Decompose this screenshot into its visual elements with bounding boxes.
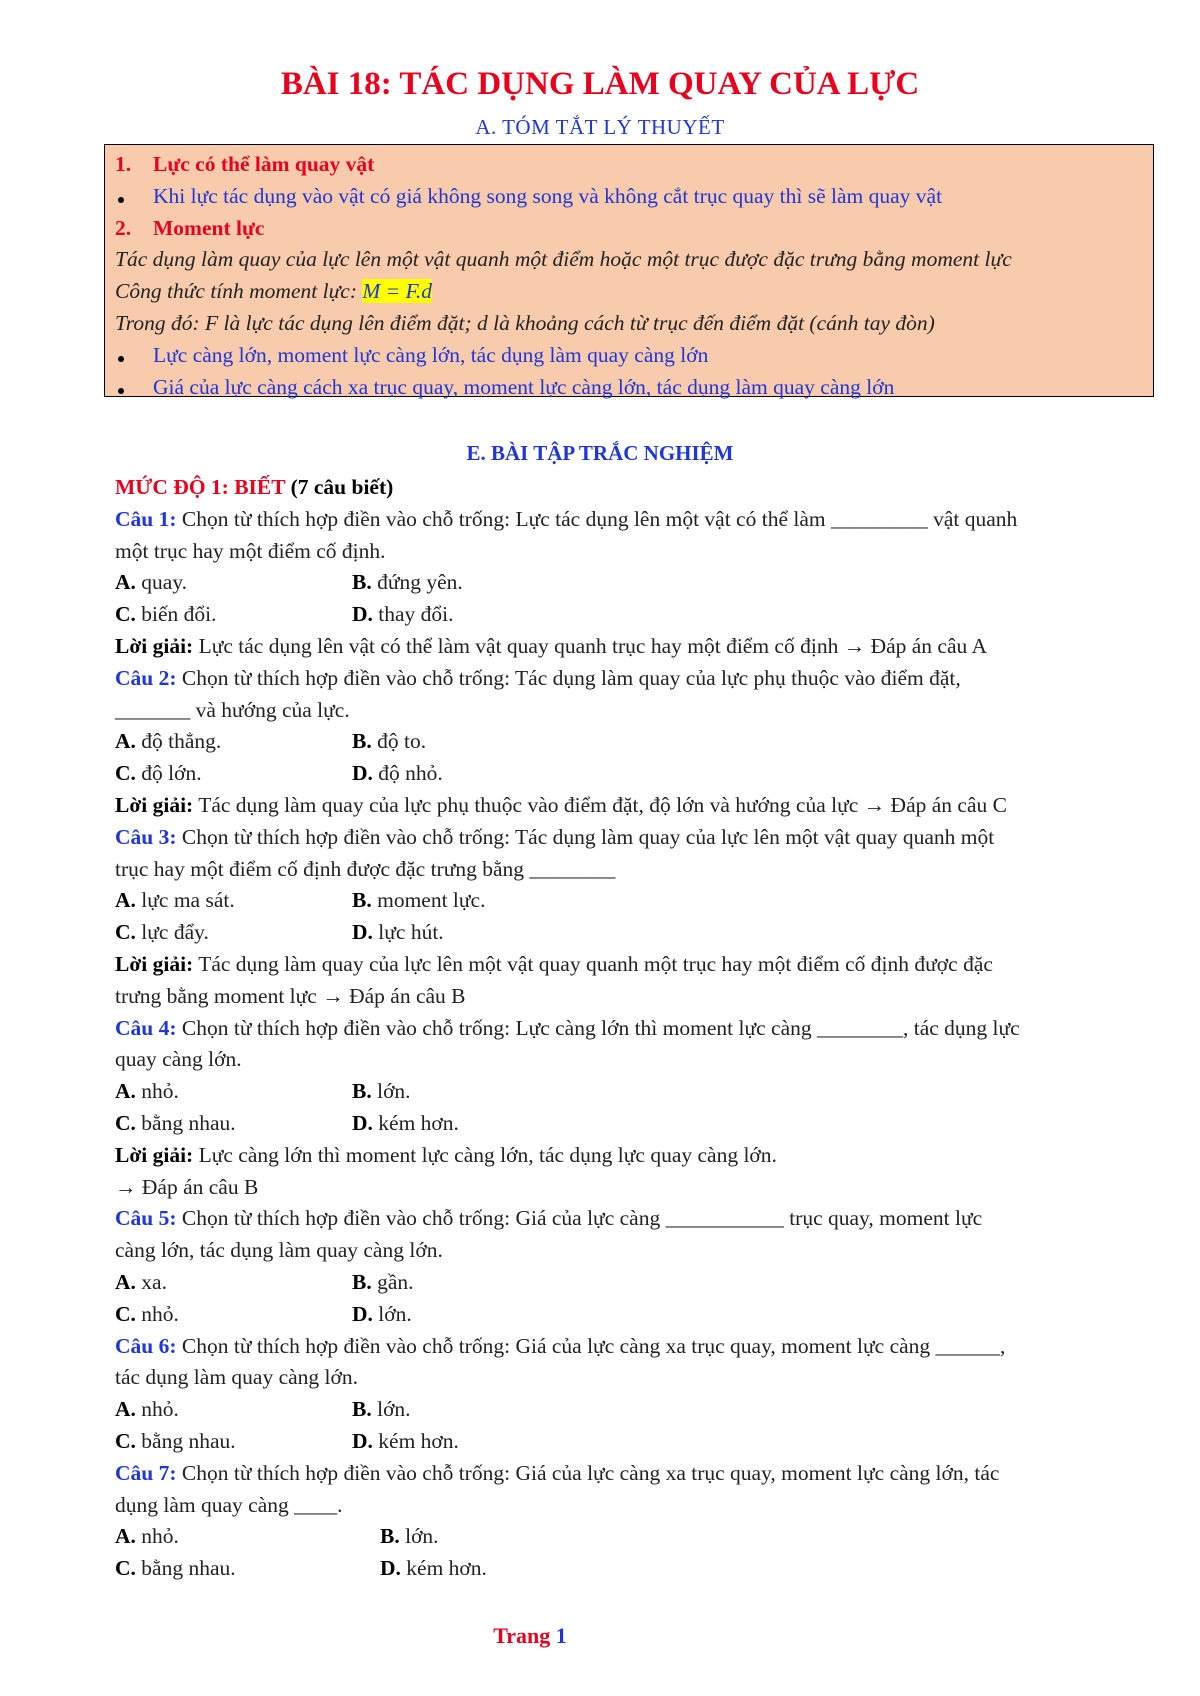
option-a: A. quay.	[115, 570, 188, 595]
option-c: C. lực đẩy.	[115, 920, 209, 945]
option-d: D. lớn.	[352, 1301, 412, 1326]
level-title: MỨC ĐỘ 1: BIẾT	[115, 475, 286, 499]
option-d: D. kém hơn.	[352, 1428, 459, 1453]
page-footer	[0, 1623, 1060, 1649]
theory-formula	[115, 276, 1153, 308]
question-1	[115, 504, 1155, 536]
question-text: Chọn từ thích hợp điền vào chỗ trống: Tác dụng làm quay của lực phụ thuộc vào điểm đặt,	[176, 665, 961, 690]
formula-label: Công thức tính moment lực:	[115, 279, 363, 304]
theory-bullet-1	[115, 181, 1153, 213]
question-3-cont: trục hay một điểm cố định được đặc trưng bằng ________	[115, 856, 616, 881]
question-text: Chọn từ thích hợp điền vào chỗ trống: Lực tác dụng lên một vật có thể làm _________ vật quanh	[176, 506, 1018, 531]
question-4	[115, 1013, 1155, 1045]
options-row	[115, 1076, 1155, 1108]
question-3	[115, 822, 1155, 854]
option-d: D. độ nhỏ.	[352, 761, 443, 786]
solution-text: Tác dụng làm quay của lực lên một vật quay quanh một trục hay một điểm cố định được đặc	[193, 951, 993, 976]
options-row	[115, 1267, 1155, 1299]
question-label: Câu 1:	[115, 506, 177, 531]
option-b: B. moment lực.	[352, 888, 486, 913]
options-row	[115, 1521, 1155, 1553]
question-label: Câu 4:	[115, 1015, 177, 1040]
option-c: C. bằng nhau.	[115, 1428, 236, 1453]
option-a: A. nhỏ.	[115, 1524, 179, 1549]
exercise-list	[115, 472, 1155, 1585]
solution-label: Lời giải:	[115, 1142, 194, 1167]
question-text: Chọn từ thích hợp điền vào chỗ trống: Giá của lực càng xa trục quay, moment lực càng ______,	[176, 1333, 1006, 1358]
option-d: D. lực hút.	[352, 920, 444, 945]
theory-item-2	[115, 213, 1153, 245]
question-2-cont: _______ và hướng của lực.	[115, 697, 350, 722]
solution-4	[115, 1140, 1155, 1172]
bullet-text: Giá của lực càng cách xa trục quay, moment lực càng lớn, tác dụng làm quay càng lớn	[153, 374, 895, 399]
question-label: Câu 7:	[115, 1460, 177, 1485]
item-heading: Lực có thể làm quay vật	[153, 152, 375, 176]
option-b: B. đứng yên.	[352, 570, 463, 595]
question-5-cont: càng lớn, tác dụng làm quay càng lớn.	[115, 1238, 443, 1263]
options-row	[115, 1553, 1155, 1585]
solution-text: Lực tác dụng lên vật có thể làm vật quay quanh trục hay một điểm cố định → Đáp án câu A	[193, 633, 987, 658]
level-count: (7 câu biết)	[285, 475, 394, 499]
options-row	[115, 1299, 1155, 1331]
question-4-cont: quay càng lớn.	[115, 1047, 242, 1072]
option-c: C. biến đổi.	[115, 602, 217, 627]
bullet-text: Lực càng lớn, moment lực càng lớn, tác dụng làm quay càng lớn	[153, 342, 709, 367]
theory-definition	[115, 244, 1153, 276]
question-2	[115, 663, 1155, 695]
question-6	[115, 1331, 1155, 1363]
question-7-cont: dụng làm quay càng ____.	[115, 1492, 343, 1517]
option-d: D. kém hơn.	[352, 1110, 459, 1135]
theory-item-1	[115, 149, 1153, 181]
page-title: BÀI 18: TÁC DỤNG LÀM QUAY CỦA LỰC	[280, 66, 920, 102]
solution-label: Lời giải:	[115, 792, 194, 817]
option-b: B. lớn.	[352, 1079, 411, 1104]
question-6-cont: tác dụng làm quay càng lớn.	[115, 1365, 359, 1390]
level-heading	[115, 472, 1155, 504]
solution-3-cont: trưng bằng moment lực → Đáp án câu B	[115, 983, 466, 1008]
question-5	[115, 1203, 1155, 1235]
footer-label: Trang	[493, 1623, 556, 1648]
item-heading: Moment lực	[153, 215, 265, 240]
question-label: Câu 6:	[115, 1333, 177, 1358]
option-a: A. nhỏ.	[115, 1397, 179, 1422]
options-row	[115, 1394, 1155, 1426]
question-label: Câu 2:	[115, 665, 177, 690]
solution-text: Lực càng lớn thì moment lực càng lớn, tác dụng lực quay càng lớn.	[193, 1142, 777, 1167]
question-1-cont: một trục hay một điểm cố định.	[115, 538, 386, 563]
item-number: 2.	[115, 215, 132, 240]
option-a: A. lực ma sát.	[115, 888, 235, 913]
page-number: 1	[555, 1623, 567, 1648]
section-a-heading: A. TÓM TẮT LÝ THUYẾT	[475, 115, 725, 139]
solution-1	[115, 631, 1155, 663]
question-text: Chọn từ thích hợp điền vào chỗ trống: Giá của lực càng ___________ trục quay, moment lực	[176, 1206, 983, 1231]
theory-bullet-3	[115, 372, 1153, 404]
options-row	[115, 599, 1155, 631]
question-label: Câu 5:	[115, 1206, 177, 1231]
question-text: Chọn từ thích hợp điền vào chỗ trống: Tác dụng làm quay của lực lên một vật quay quanh một	[176, 824, 995, 849]
question-text: Chọn từ thích hợp điền vào chỗ trống: Giá của lực càng xa trục quay, moment lực càng lớn, tác	[176, 1460, 1000, 1485]
options-row	[115, 726, 1155, 758]
options-row	[115, 885, 1155, 917]
solution-label: Lời giải:	[115, 633, 194, 658]
option-b: B. lớn.	[380, 1524, 439, 1549]
option-b: B. gần.	[352, 1269, 414, 1294]
options-row	[115, 1108, 1155, 1140]
solution-4-cont: → Đáp án câu B	[115, 1174, 259, 1199]
option-d: D. kém hơn.	[380, 1556, 487, 1581]
option-c: C. nhỏ.	[115, 1301, 179, 1326]
solution-2	[115, 790, 1155, 822]
option-b: B. độ to.	[352, 729, 427, 754]
options-row	[115, 1426, 1155, 1458]
theory-summary-box	[104, 144, 1154, 397]
question-label: Câu 3:	[115, 824, 177, 849]
option-a: A. độ thẳng.	[115, 729, 222, 754]
definition-text: Tác dụng làm quay của lực lên một vật quanh một điểm hoặc một trục được đặc trưng bằng moment lực	[115, 247, 1012, 272]
theory-bullet-2	[115, 340, 1153, 372]
question-text: Chọn từ thích hợp điền vào chỗ trống: Lực càng lớn thì moment lực càng ________, tác dụng lực	[176, 1015, 1020, 1040]
question-7	[115, 1458, 1155, 1490]
option-a: A. xa.	[115, 1269, 167, 1294]
option-d: D. thay đổi.	[352, 602, 454, 627]
option-c: C. độ lớn.	[115, 761, 202, 786]
where-text: Trong đó: F là lực tác dụng lên điểm đặt; d là khoảng cách từ trục đến điểm đặt (cánh tay đòn)	[115, 310, 935, 335]
option-c: C. bằng nhau.	[115, 1110, 236, 1135]
item-number: 1.	[115, 152, 132, 176]
options-row	[115, 758, 1155, 790]
options-row	[115, 917, 1155, 949]
formula-highlight: M = F.d	[362, 279, 433, 304]
option-a: A. nhỏ.	[115, 1079, 179, 1104]
section-e-heading: E. BÀI TẬP TRẮC NGHIỆM	[466, 441, 734, 465]
options-row	[115, 567, 1155, 599]
solution-3	[115, 949, 1155, 981]
option-b: B. lớn.	[352, 1397, 411, 1422]
theory-where	[115, 308, 1153, 340]
solution-label: Lời giải:	[115, 951, 194, 976]
bullet-text: Khi lực tác dụng vào vật có giá không song song và không cắt trục quay thì sẽ làm quay vật	[153, 183, 943, 208]
solution-text: Tác dụng làm quay của lực phụ thuộc vào điểm đặt, độ lớn và hướng của lực → Đáp án câu C	[193, 792, 1007, 817]
option-c: C. bằng nhau.	[115, 1556, 236, 1581]
